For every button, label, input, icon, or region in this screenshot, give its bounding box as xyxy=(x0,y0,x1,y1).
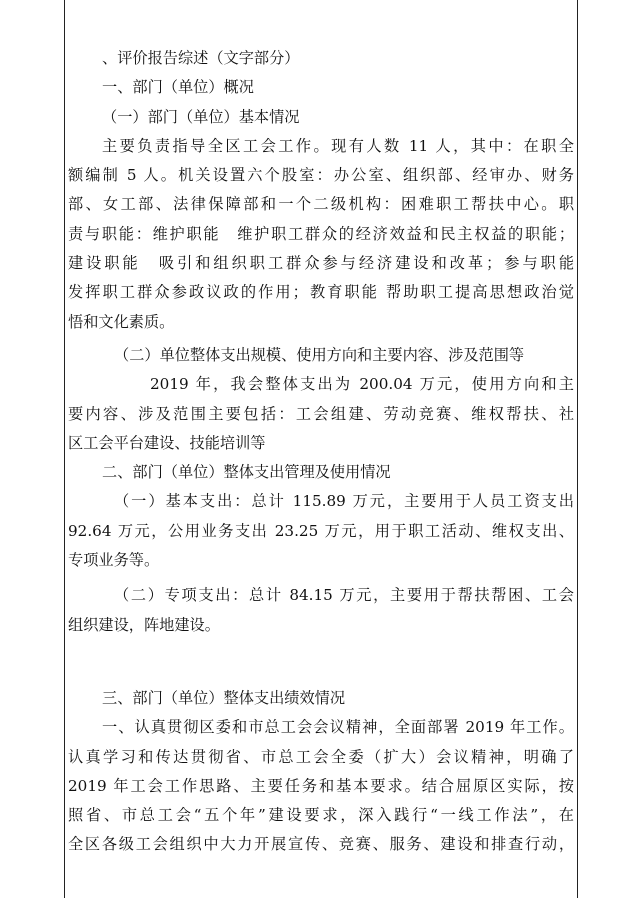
paragraph-line: 全区各级工会组织中大力开展宣传、竞赛、服务、建设和排查行动， xyxy=(68,835,574,854)
paragraph-line: 主要负责指导全区工会工作。现有人数 11 人，其中：在职全 xyxy=(102,136,574,155)
paragraph-line: 建设职能 吸引和组织职工群众参与经济建设和改革；参与职能 xyxy=(68,254,574,273)
paragraph-line: （二）专项支出：总计 84.15 万元，主要用于帮扶帮困、工会 xyxy=(114,586,574,605)
table-border-right xyxy=(577,0,578,898)
paragraph-line: 2019 年，我会整体支出为 200.04 万元，使用方向和主 xyxy=(150,375,574,394)
section-heading: 一、部门（单位）概况 xyxy=(102,78,254,97)
paragraph-line: 发挥职工群众参政议政的作用；教育职能 帮助职工提高思想政治觉 xyxy=(68,283,574,302)
paragraph-line: 部、女工部、法律保障部和一个二级机构：困难职工帮扶中心。职 xyxy=(68,195,574,214)
paragraph-line: 额编制 5 人。机关设置六个股室：办公室、组织部、经审办、财务 xyxy=(68,166,574,185)
report-body xyxy=(68,44,574,860)
blank-spacer xyxy=(68,640,574,684)
section-heading: 二、部门（单位）整体支出管理及使用情况 xyxy=(102,463,391,482)
subsection-heading: （一）部门（单位）基本情况 xyxy=(102,107,300,126)
paragraph-line: 专项业务等。 xyxy=(68,551,160,570)
table-border-left xyxy=(64,0,65,898)
paragraph-line: （一）基本支出：总计 115.89 万元，主要用于人员工资支出 xyxy=(114,492,574,511)
paragraph-line: 照省、市总工会“五个年”建设要求，深入践行“一线工作法”，在 xyxy=(68,806,574,825)
paragraph-line: 2019 年工会工作思路、主要任务和基本要求。结合屈原区实际，按 xyxy=(68,776,574,795)
paragraph-line: 组织建设，阵地建设。 xyxy=(68,615,220,634)
subsection-heading: （二）单位整体支出规模、使用方向和主要内容、涉及范围等 xyxy=(114,345,525,364)
paragraph-line: 悟和文化素质。 xyxy=(68,312,175,331)
paragraph-line: 区工会平台建设、技能培训等 xyxy=(68,433,266,452)
paragraph-line: 要内容、涉及范围主要包括：工会组建、劳动竞赛、维权帮扶、社 xyxy=(68,404,574,423)
paragraph-line: 一、认真贯彻区委和市总工会会议精神，全面部署 2019 年工作。 xyxy=(102,718,574,737)
section-heading: 、评价报告综述（文字部分） xyxy=(102,49,300,67)
paragraph-line: 92.64 万元，公用业务支出 23.25 万元，用于职工活动、维权支出、 xyxy=(68,521,574,540)
paragraph-line: 认真学习和传达贯彻省、市总工会全委（扩大）会议精神，明确了 xyxy=(68,747,574,766)
paragraph-line: 责与职能：维护职能 维护职工群众的经济效益和民主权益的职能； xyxy=(68,224,574,243)
section-heading: 三、部门（单位）整体支出绩效情况 xyxy=(102,688,345,707)
